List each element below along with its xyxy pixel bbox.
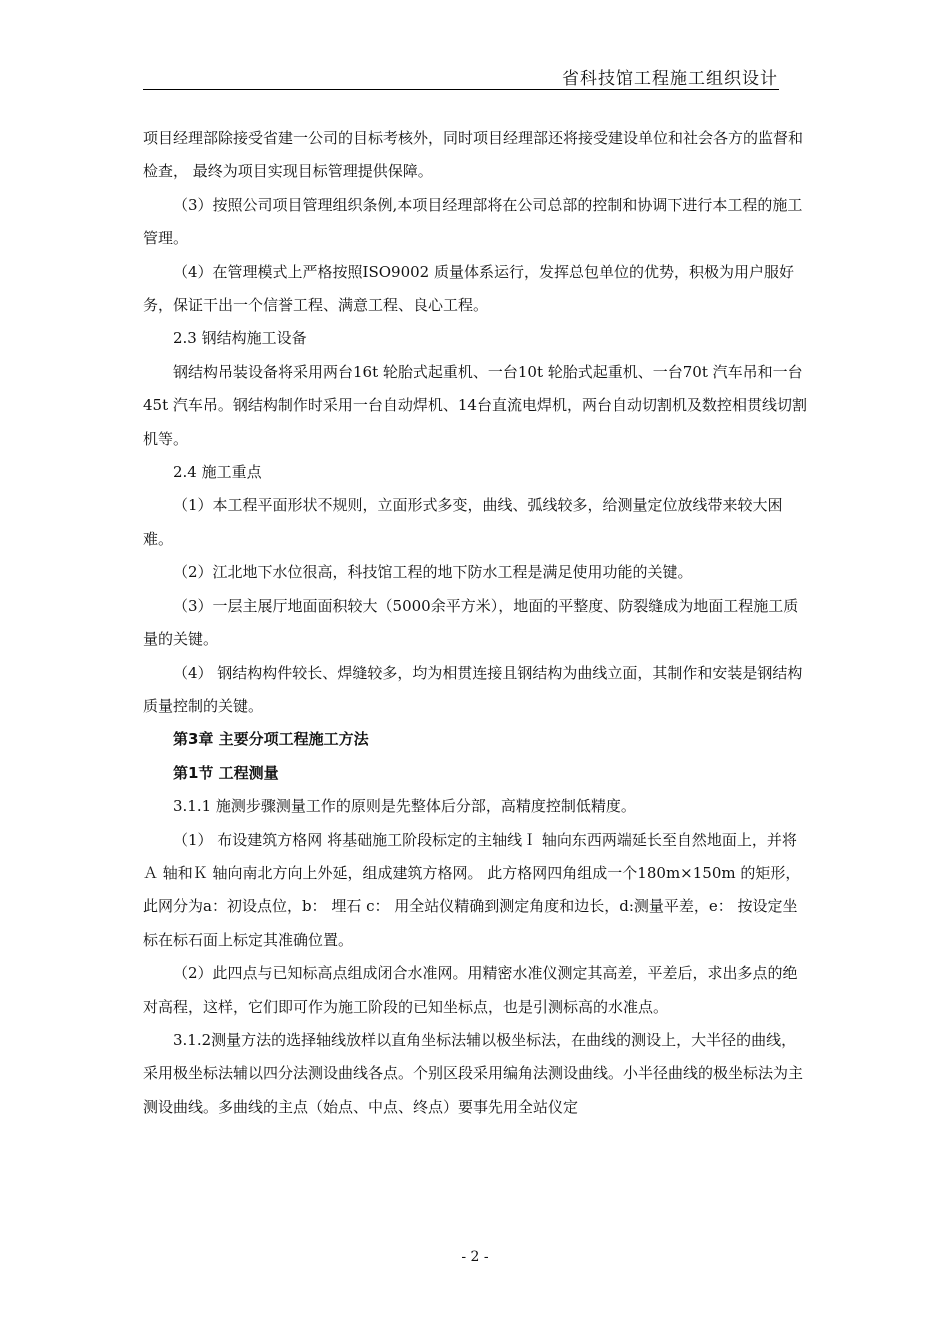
paragraph: （2）江北地下水位很高，科技馆工程的地下防水工程是满足使用功能的关键。 xyxy=(173,563,693,582)
chapter-heading: 第3章 主要分项工程施工方法 xyxy=(173,730,369,749)
paragraph: （2）此四点与已知标高点组成闭合水准网。用精密水准仪测定其高差，平差后，求出多点的绝对高程，这样，它们即可作为施工阶段的已知坐标点，也是引测标高的水准点。 xyxy=(143,964,798,1016)
paragraph: 项目经理部除接受省建一公司的目标考核外，同时项目经理部还将接受建设单位和社会各方的监督和检查， 最终为项目实现目标管理提供保障。 xyxy=(143,129,804,181)
paragraph: （3）一层主展厅地面面积较大（5000余平方米），地面的平整度、防裂缝成为地面工程施工质量的关键。 xyxy=(143,596,799,649)
paragraph: （4） 钢结构构件较长、焊缝较多，均为相贯连接且钢结构为曲线立面，其制作和安装是钢结构质量控制的关键。 xyxy=(143,663,803,715)
paragraph: （1）本工程平面形状不规则，立面形式多变，曲线、弧线较多，给测量定位放线带来较大困难。 xyxy=(143,496,783,548)
paragraph: 3.1.2测量方法的选择轴线放样以直角坐标法辅以极坐标法，在曲线的测设上，大半径的曲线，采用极坐标法辅以四分法测设曲线各点。个别区段采用编角法测设曲线。小半径曲线的极坐标法为主测设曲线。多曲线的主点（始点、中点、终点）要事先用全站仪定 xyxy=(143,1030,804,1116)
paragraph: （3）按照公司项目管理组织条例,本项目经理部将在公司总部的控制和协调下进行本工程的施工管理。 xyxy=(143,195,803,248)
section-heading-bold: 第1节 工程测量 xyxy=(173,763,279,782)
section-heading: 2.4 施工重点 xyxy=(173,463,262,482)
paragraph: 3.1.1 施测步骤测量工作的原则是先整体后分部，高精度控制低精度。 xyxy=(173,797,636,816)
page-number: - 2 - xyxy=(461,1249,489,1265)
paragraph: 钢结构吊装设备将采用两台16t 轮胎式起重机、一台10t 轮胎式起重机、一台70t 汽车吊和一台45t 汽车吊。钢结构制作时采用一台自动焊机、14台直流电焊机，两台自动切割机及数控相贯线切割机等。 xyxy=(143,362,807,448)
document-header-title: 省科技馆工程施工组织设计 xyxy=(562,69,778,89)
section-heading: 2.3 钢结构施工设备 xyxy=(173,329,307,348)
paragraph: （1） 布设建筑方格网 将基础施工阶段标定的主轴线Ｉ 轴向东西两端延长至自然地面上，并将Ａ 轴和Ｋ 轴向南北方向上外延，组成建筑方格网。 此方格网四角组成一个180m×150m 的矩形，此网分为a：初设点位，b： 埋石 c： 用全站仪精确到测定角度和边长，d:测量平差，e： 按设定坐标在标石面上标定其准确位置。 xyxy=(143,830,801,949)
paragraph: （4）在管理模式上严格按照ISO9002 质量体系运行，发挥总包单位的优势，积极为用户服好务，保证干出一个信誉工程、满意工程、良心工程。 xyxy=(143,262,794,315)
document-body xyxy=(143,122,807,1124)
header-rule xyxy=(143,89,779,90)
